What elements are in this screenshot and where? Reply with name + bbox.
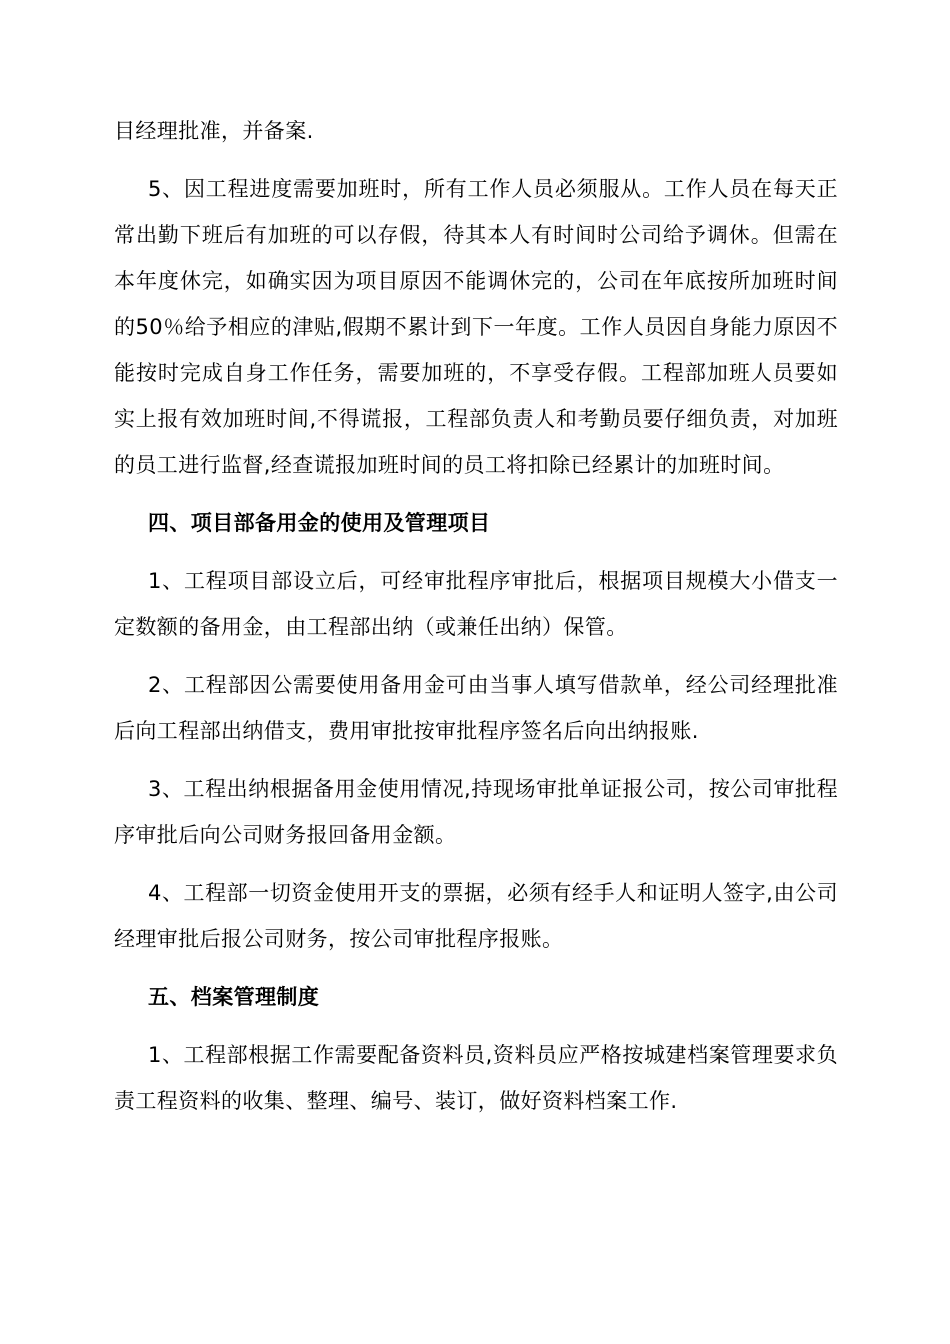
paragraph-petty-cash-2: 2、工程部因公需要使用备用金可由当事人填写借款单，经公司经理批准后向工程部出纳借支，费用审批按审批程序签名后向出纳报账. — [114, 673, 838, 743]
document-body — [114, 108, 838, 1124]
paragraph-petty-cash-4: 4、工程部一切资金使用开支的票据，必须有经手人和证明人签字,由公司经理审批后报公司财务，按公司审批程序报账。 — [114, 881, 838, 951]
section-heading-archives: 五、档案管理制度 — [148, 985, 320, 1009]
paragraph-archives-1: 1、工程部根据工作需要配备资料员,资料员应严格按城建档案管理要求负责工程资料的收集、整理、编号、装订，做好资料档案工作. — [114, 1043, 838, 1113]
paragraph-overtime-rule: 5、因工程进度需要加班时，所有工作人员必须服从。工作人员在每天正常出勤下班后有加班的可以存假，待其本人有时间时公司给予调休。但需在本年度休完，如确实因为项目原因不能调休完的，公司在年底按所加班时间的50％给予相应的津贴,假期不累计到下一年度。工作人员因自身能力原因不能按时完成自身工作任务，需要加班的，不享受存假。工程部加班人员要如实上报有效加班时间,不得谎报，工程部负责人和考勤员要仔细负责，对加班的员工进行监督,经查谎报加班时间的员工将扣除已经累计的加班时间。 — [114, 177, 838, 477]
paragraph-petty-cash-3: 3、工程出纳根据备用金使用情况,持现场审批单证报公司，按公司审批程序审批后向公司财务报回备用金额。 — [114, 777, 838, 847]
paragraph-continuation: 目经理批准，并备案. — [114, 119, 314, 143]
paragraph-petty-cash-1: 1、工程项目部设立后，可经审批程序审批后，根据项目规模大小借支一定数额的备用金，由工程部出纳（或兼任出纳）保管。 — [114, 569, 838, 639]
section-heading-petty-cash: 四、项目部备用金的使用及管理项目 — [148, 511, 491, 535]
